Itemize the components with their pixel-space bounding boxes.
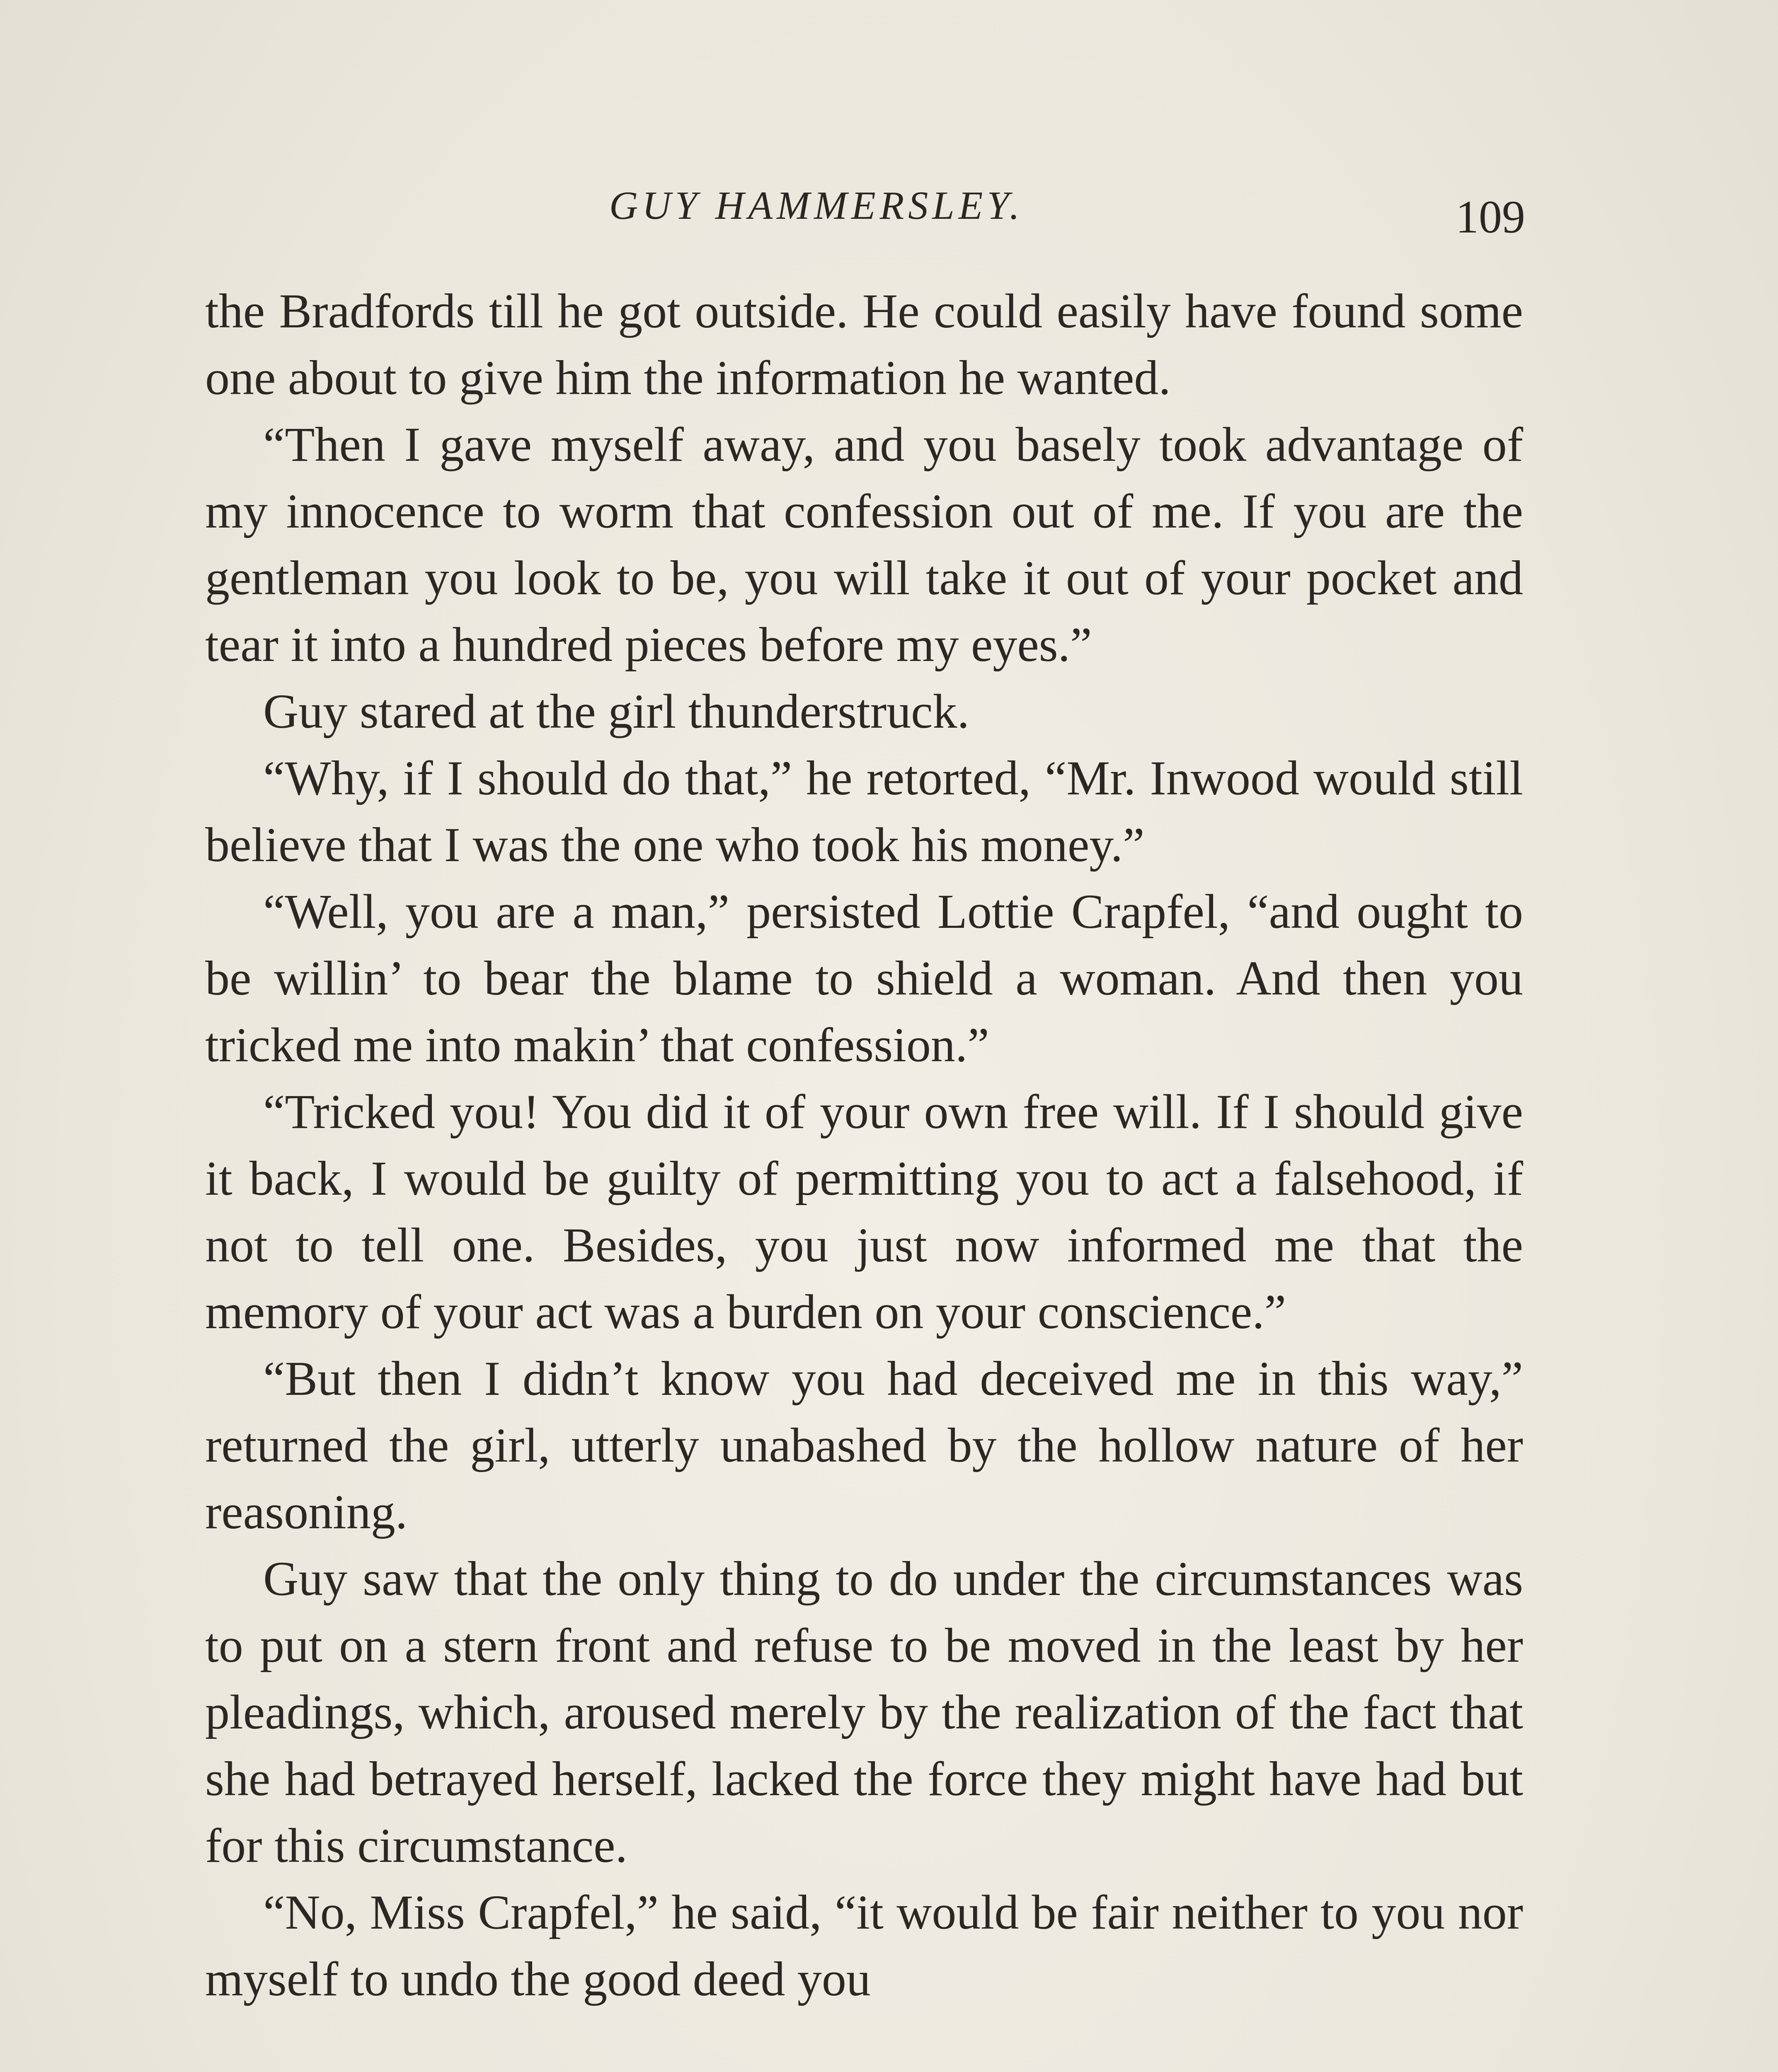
paragraph: “Why, if I should do that,” he retorted, “Mr. Inwood would still believe that I was the one who took his money.”	[205, 751, 1523, 872]
paragraph: the Bradfords till he got outside. He could easily have found some one about to give him the information he wanted.	[205, 284, 1523, 405]
page-number: 109	[1456, 191, 1525, 243]
running-head: GUY HAMMERSLEY.	[609, 183, 1024, 228]
paragraph: “Tricked you! You did it of your own free will. If I should give it back, I would be guilty of permitting you to act a falsehood, if not to tell one. Besides, you just now informed me that the memory of your act was a burden on your conscience.”	[205, 1084, 1523, 1339]
paragraph: “Then I gave myself away, and you basely took advantage of my innocence to worm that confession out of me. If you are the gentleman you look to be, you will take it out of your pocket and tear it into a hundred pieces before my eyes.”	[205, 417, 1523, 672]
paragraph: Guy stared at the girl thunderstruck.	[263, 684, 969, 738]
paragraph: “No, Miss Crapfel,” he said, “it would be fair neither to you nor myself to undo the good deed you	[205, 1885, 1523, 2006]
paragraph: “But then I didn’t know you had deceived me in this way,” returned the girl, utterly unabashed by the hollow nature of her reasoning.	[205, 1351, 1523, 1539]
page-header	[207, 182, 1525, 244]
body-text	[205, 278, 1523, 2012]
paragraph: “Well, you are a man,” persisted Lottie Crapfel, “and ought to be willin’ to bear the blame to shield a woman. And then you tricked me into makin’ that confession.”	[205, 884, 1523, 1072]
paragraph: Guy saw that the only thing to do under the circumstances was to put on a stern front and refuse to be moved in the least by her pleadings, which, aroused merely by the realization of the fact that she had betrayed herself, lacked the force they might have had but for this circumstance.	[205, 1552, 1523, 1873]
